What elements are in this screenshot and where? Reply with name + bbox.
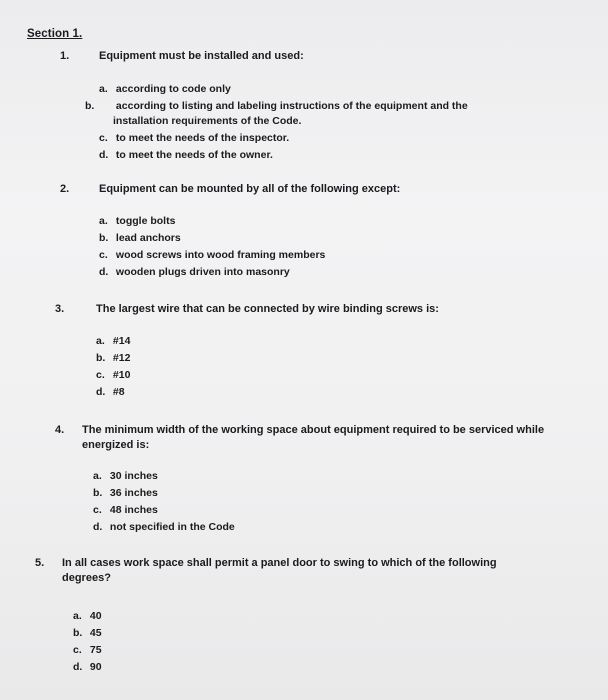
answer-option-b bbox=[96, 350, 396, 367]
question-stem: The minimum width of the working space about equipment required to be serviced while energized is: bbox=[82, 424, 545, 451]
option-text: #12 bbox=[112, 352, 131, 364]
option-text: according to code only bbox=[115, 83, 231, 95]
answer-option-a bbox=[99, 81, 509, 98]
option-text: #10 bbox=[112, 369, 131, 381]
option-letter: b. bbox=[93, 487, 103, 499]
option-letter: a. bbox=[73, 610, 82, 622]
option-letter: c. bbox=[99, 132, 108, 144]
answer-options bbox=[85, 81, 509, 164]
option-letter: d. bbox=[93, 521, 103, 533]
question-stem: Equipment can be mounted by all of the following except: bbox=[99, 183, 401, 195]
question-number: 5. bbox=[35, 557, 45, 569]
option-letter: d. bbox=[96, 386, 106, 398]
answer-option-c bbox=[96, 367, 396, 384]
option-letter: b. bbox=[73, 627, 83, 639]
option-text: 30 inches bbox=[109, 470, 158, 482]
question-stem: In all cases work space shall permit a panel door to swing to which of the following degrees? bbox=[62, 557, 497, 584]
option-letter: c. bbox=[93, 504, 102, 516]
option-letter: a. bbox=[96, 335, 105, 347]
answer-option-c bbox=[99, 247, 499, 264]
option-text: to meet the needs of the inspector. bbox=[115, 132, 290, 144]
option-letter: c. bbox=[96, 369, 105, 381]
question-stem: Equipment must be installed and used: bbox=[99, 50, 304, 62]
answer-option-a bbox=[73, 608, 273, 625]
option-letter: d. bbox=[73, 661, 83, 673]
answer-option-c bbox=[99, 130, 509, 147]
answer-option-b bbox=[99, 230, 499, 247]
question-number: 3. bbox=[55, 303, 65, 315]
answer-option-d bbox=[93, 519, 393, 536]
answer-option-b bbox=[73, 625, 273, 642]
option-text: 45 bbox=[89, 627, 102, 639]
option-text: toggle bolts bbox=[115, 215, 176, 227]
answer-option-b bbox=[85, 99, 509, 129]
answer-option-c bbox=[93, 502, 393, 519]
option-letter: d. bbox=[99, 266, 109, 278]
option-letter: a. bbox=[93, 470, 102, 482]
option-text: #14 bbox=[112, 335, 131, 347]
option-text: 40 bbox=[89, 610, 102, 622]
option-text: not specified in the Code bbox=[109, 521, 235, 533]
option-text: 48 inches bbox=[109, 504, 158, 516]
answer-option-d bbox=[96, 384, 396, 401]
option-text: 75 bbox=[89, 644, 102, 656]
option-text: wooden plugs driven into masonry bbox=[115, 266, 290, 278]
option-text: lead anchors bbox=[115, 232, 181, 244]
answer-option-d bbox=[73, 659, 273, 676]
answer-option-b bbox=[93, 485, 393, 502]
question-number: 1. bbox=[60, 50, 70, 62]
option-text: #8 bbox=[112, 386, 125, 398]
option-text: 90 bbox=[89, 661, 102, 673]
section-title: Section 1. bbox=[27, 28, 83, 40]
answer-options bbox=[93, 468, 393, 536]
answer-option-a bbox=[96, 333, 396, 350]
answer-option-a bbox=[93, 468, 393, 485]
option-text: 36 inches bbox=[109, 487, 158, 499]
answer-option-a bbox=[99, 213, 499, 230]
answer-options bbox=[73, 608, 273, 676]
answer-option-d bbox=[99, 147, 509, 164]
option-text: according to listing and labeling instructions of the equipment and the installation requirements of the Code. bbox=[113, 100, 468, 127]
option-letter: c. bbox=[99, 249, 108, 261]
option-letter: b. bbox=[85, 100, 95, 112]
option-letter: a. bbox=[99, 83, 108, 95]
option-letter: b. bbox=[99, 232, 109, 244]
option-text: to meet the needs of the owner. bbox=[115, 149, 273, 161]
answer-options bbox=[96, 333, 396, 401]
question-number: 4. bbox=[55, 424, 65, 436]
question-number: 2. bbox=[60, 183, 70, 195]
option-letter: d. bbox=[99, 149, 109, 161]
option-letter: a. bbox=[99, 215, 108, 227]
answer-option-c bbox=[73, 642, 273, 659]
option-letter: b. bbox=[96, 352, 106, 364]
option-text: wood screws into wood framing members bbox=[115, 249, 326, 261]
option-letter: c. bbox=[73, 644, 82, 656]
answer-option-d bbox=[99, 264, 499, 281]
answer-options bbox=[99, 213, 499, 281]
question-stem: The largest wire that can be connected by wire binding screws is: bbox=[96, 303, 439, 315]
